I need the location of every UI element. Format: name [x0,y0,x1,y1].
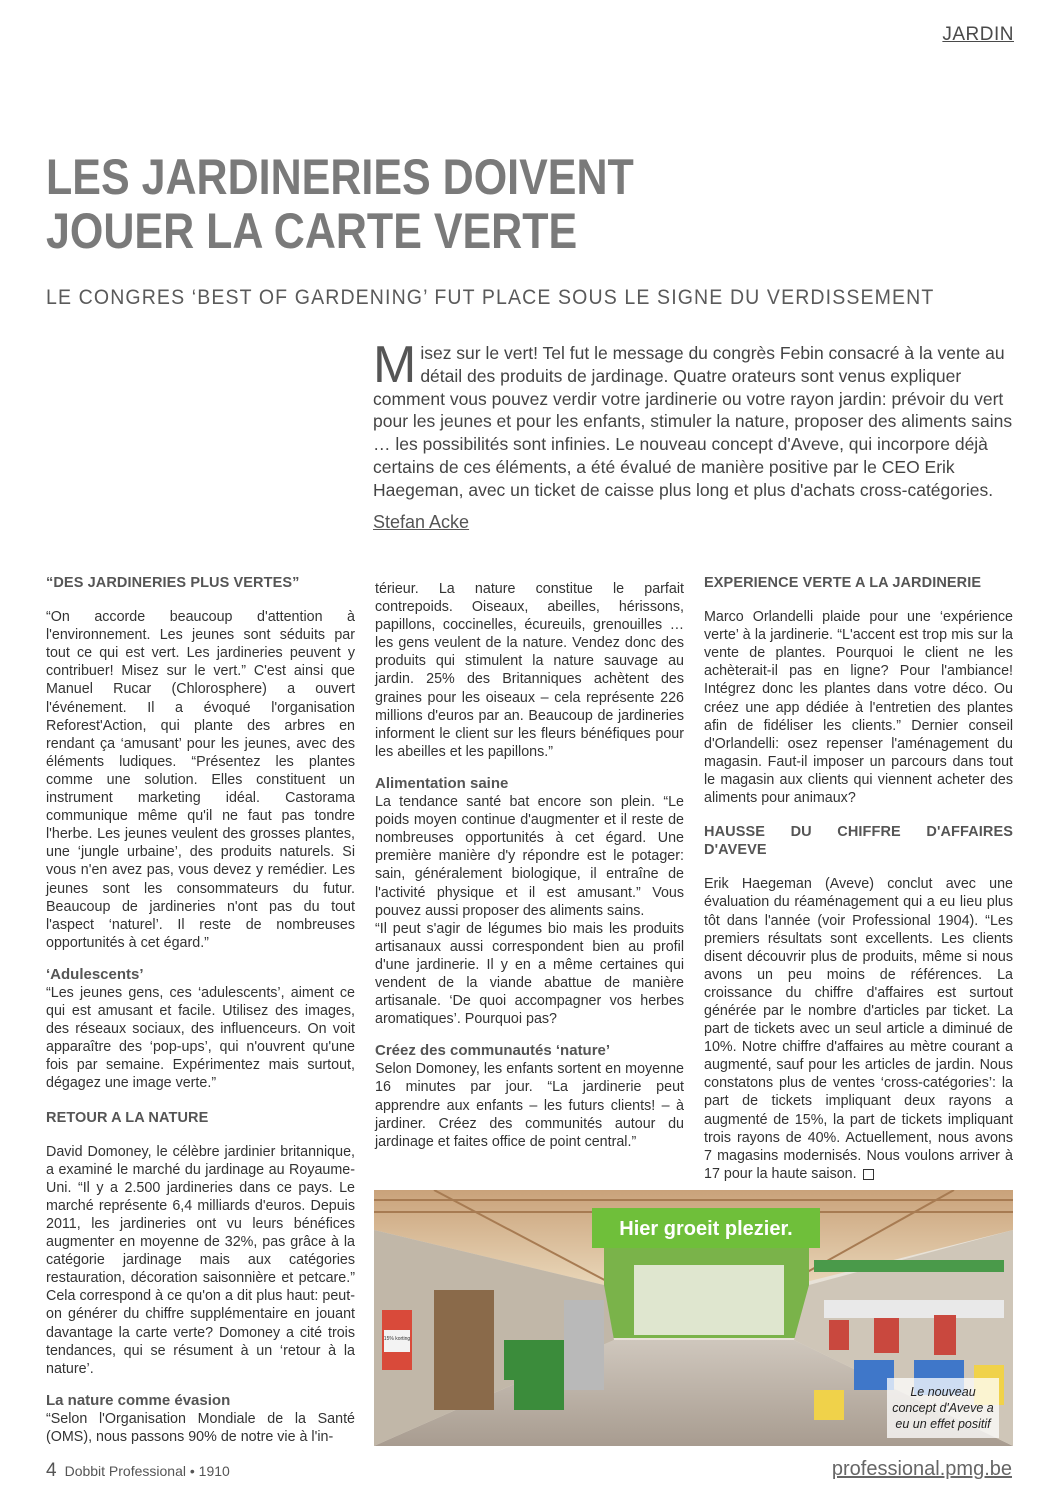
footer-url-link[interactable]: professional.pmg.be [831,1458,1012,1480]
section-tag[interactable]: JARDIN [942,24,1014,45]
heading-alimentation-saine: Alimentation saine [375,774,509,792]
paragraph [704,875,1013,1183]
drop-cap: M [373,336,417,394]
paragraph: David Domoney, le célèbre jardinier britannique, a examiné le marché du jardinage au Royaume-Uni. “Il y a 2.500 jardineries dans ce pays. Le marché représente 6,4 milliards d'euros. Depuis 2011, les jardineries ont vu leurs bénéfices augmenter en moyenne de 32%, pas grâce à la catégorie jardinage mais aux catégories restauration, décoration saisonnière et petcare.” Cela correspond à ce qu'on a dit plus haut: peut-on générer du chiffre supplémentaire en jouant davantage la carte verte? Domoney a cité trois tendances, qui se résument à un ‘retour à la nature’. [46,1143,355,1377]
paragraph: térieur. La nature constitue le parfait contrepoids. Oiseaux, abeilles, hérissons, papillons, coccinelles, écureuils, grenouilles … les gens veulent de la nature. Vendez donc des produits qui stimulent la nature sauvage au jardin. 25% des Britanniques achètent des graines pour les oiseaux – cela représente 226 millions d'euros par an. Beaucoup de jardineries informent le client sur les fleurs bénéfiques pour les abeilles et les papillons.” [375,581,684,760]
title-line-2: JOUER LA CARTE VERTE [46,203,578,259]
paragraph: “Selon l'Organisation Mondiale de la Santé (OMS), nous passons 90% de notre vie à l'in- [46,1410,355,1446]
lead-paragraph [373,336,1013,502]
store-sign-text: Hier groeit plezier. [619,1218,793,1240]
store-photo [374,1190,1013,1446]
paragraph: “On accorde beaucoup d'attention à l'environnement. Les jeunes sont séduits par tout ce qui est vert. Les jardineries peuvent y contribuer! Misez sur le vert.” C'est ainsi que Manuel Rucar (Chlorosphere) a ouvert l'événement. Il a évoqué l'organisation Reforest'Action, qui plante des arbres en rendant ça ‘amusant’ pour les jeunes, avec des éléments ludiques. “Présentez les plantes comme une solution. Elles constituent un instrument marketing idéal. Castorama communique même qu'il ne faut pas tondre l'herbe. Les jeunes veulent des grosses plantes, une ‘jungle urbaine’, des produits naturels. Si vous n'en avez pas, vous devez y remédier. Les jeunes sont les consommateurs du futur. Beaucoup de jardineries n'ont pas du tout l'aspect ‘naturel’. Il reste de nombreuses opportunités à cet égard.” [46,609,355,951]
paragraph: “Il peut s'agir de légumes bio mais les produits artisanaux aussi correspondent bien au profil d'une jardinerie. Il y en a même certaines qui vendent de la viande abattue de manière artisanale. ‘De quoi accompagner vos herbes aromatiques’. Pourquoi pas? [375,920,684,1028]
lead-text: isez sur le vert! Tel fut le message du congrès Febin consacré à la vente au détail des produits de jardinage. Quatre orateurs sont venus expliquer comment vous pouvez verdir votre jardinerie ou votre rayon jardin: prévoir du vert pour les jeunes et pour les enfants, stimuler la nature, proposer des aliments sains … les possibilités sont infinies. Le nouveau concept d'Aveve, qui incorpore déjà certains de ces éléments, a été évalué de manière positive par le CEO Erik Haegeman, avec un ticket de caisse plus long et plus d'achats cross-catégories. [373,343,1013,500]
page-number: 4 [46,1460,57,1481]
heading-retour-a-la-nature: RETOUR A LA NATURE [46,1109,209,1126]
discount-tag: 15% korting [383,1336,411,1342]
end-mark-icon [863,1169,874,1180]
paragraph: Marco Orlandelli plaide pour une ‘expérience verte’ à la jardinerie. “L'accent est trop mis sur la vente de plantes. Pourquoi le client ne les achèterait-il pas en ligne? Pour l'ambiance! Intégrez donc les plantes dans votre déco. Ou créez une app dédiée à l'entretien des plantes afin de fidéliser les clients.” Dernier conseil d'Orlandelli: osez repenser l'aménagement du magasin. Faut-il imposer un parcours dans tout le magasin aux clients qui viennent acheter des aliments pour animaux? [704,609,1013,807]
paragraph-text: Erik Haegeman (Aveve) conclut avec une évaluation du réaménagement qui a eu lieu plus tôt dans l'année (voir Professional 1904). “Les premiers résultats sont excellents. Les clients disent découvrir plus de produits, même si nous avons un peu moins de références. La croissance du chiffre d'affaires est surtout générée par le nombre d'articles par ticket. La part de tickets avec un seul article a diminué de 10%. Notre chiffre d'affaires au mètre courant a augmenté, sauf pour les articles de jardin. Nous constatons plus de ventes ‘cross-catégories’: la part de tickets impliquant deux rayons a augmenté de 15%, la part de tickets impliquant trois rayons de 40%. Actuellement, nous avons 7 magasins modernisés. Nous voulons arriver à 17 pour la haute saison. [704,876,1013,1182]
article-subtitle: LE CONGRES ‘BEST OF GARDENING’ FUT PLACE SOUS LE SIGNE DU VERDISSEMENT [46,286,935,309]
heading-communautes-nature: Créez des communautés ‘nature’ [375,1042,611,1060]
heading-experience-verte: EXPERIENCE VERTE A LA JARDINERIE [704,575,982,591]
photo-caption: Le nouveau concept d'Aveve a eu un effet positif [887,1378,999,1438]
heading-des-jardineries-plus-vertes: “DES JARDINERIES PLUS VERTES” [46,575,300,591]
paragraph: La tendance santé bat encore son plein. “Le poids moyen continue d'augmenter et il reste de nombreuses opportunités à cet égard. Une première manière d'y répondre est le potager: sain, généralement biologique, il entraîne de l'activité physique et il est amusant.” Vous pouvez aussi proposer des aliments sains. [375,794,684,919]
column-2 [375,580,684,1151]
title-line-1: LES JARDINERIES DOIVENT [46,149,634,205]
publication-name: Dobbit Professional • 1910 [64,1463,230,1479]
heading-nature-evasion: La nature comme évasion [46,1391,231,1409]
column-3 [704,574,1013,1183]
paragraph: Selon Domoney, les enfants sortent en moyenne 16 minutes par jour. “La jardinerie peut apprendre aux enfants – les futurs clients! – à jardiner. Créez des communités autour du jardinage et faites office de point central.” [375,1061,684,1150]
column-1 [46,574,355,1446]
paragraph: “Les jeunes gens, ces ‘adulescents’, aiment ce qui est amusant et facile. Utilisez des images, des réseaux sociaux, des influenceurs. On voit apparaître des ‘pop-ups’, qui n'ouvrent qu'une fois par semaine. Expérimentez mais surtout, dégagez une image verte.” [46,984,355,1092]
heading-hausse-chiffre-affaires: HAUSSE DU CHIFFRE D'AFFAIRES D'AVEVE [704,824,1013,859]
heading-adulescents: ‘Adulescents’ [46,965,144,983]
footer-left [46,1460,230,1482]
article-title [46,150,700,258]
author-byline[interactable]: Stefan Acke [373,512,470,532]
